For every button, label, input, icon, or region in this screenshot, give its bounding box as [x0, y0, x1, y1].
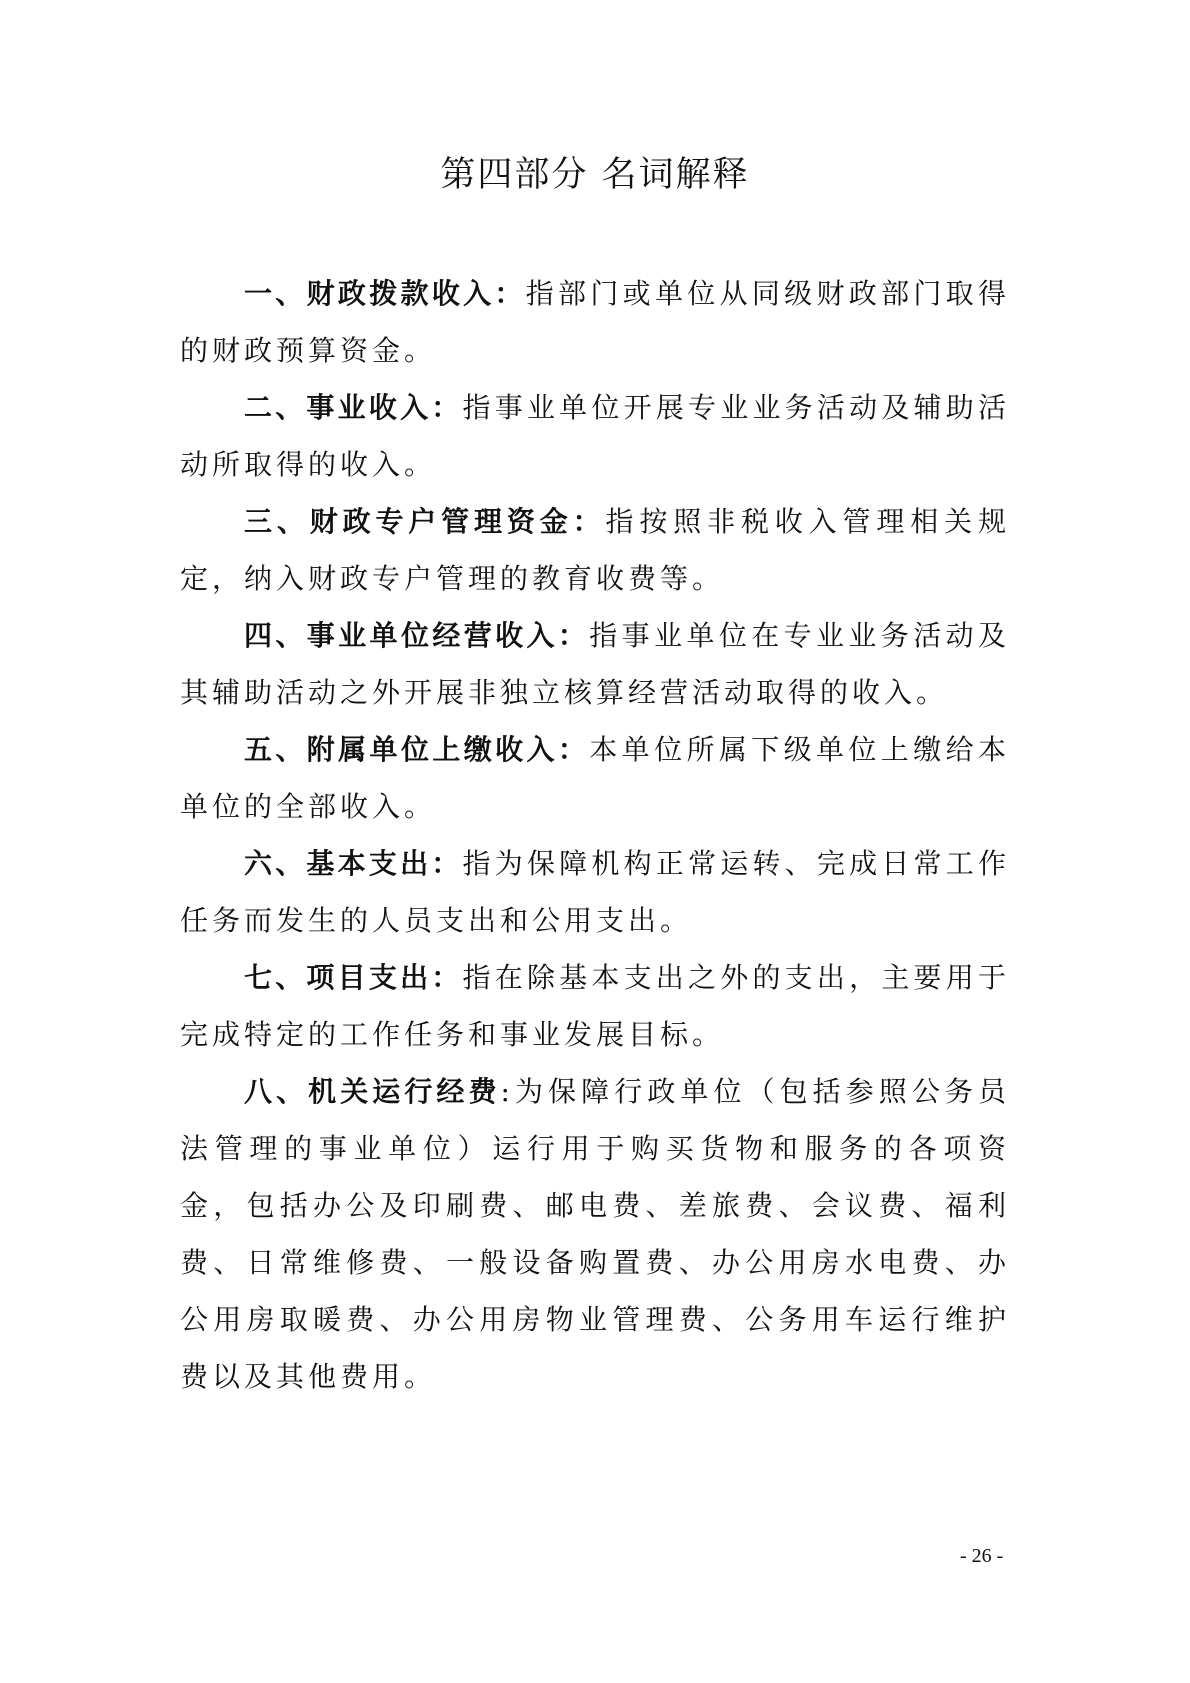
definition-term: 五、附属单位上缴收入：: [244, 733, 590, 766]
definition-paragraph: [180, 493, 1010, 607]
definition-text: :为保障行政单位（包括参照公务员法管理的事业单位）运行用于购买货物和服务的各项资金，包括办公及印刷费、邮电费、差旅费、会议费、福利费、日常维修费、一般设备购置费、办公用房水电费、办公用房取暖费、办公用房物业管理费、公务用车运行维护费以及其他费用。: [180, 1075, 1010, 1393]
definition-paragraph: [180, 835, 1010, 949]
definition-text: 指部门或单位从同级财政部门取得的财政预算资金。: [180, 277, 1010, 367]
definition-paragraph: [180, 1063, 1010, 1405]
definition-paragraph: [180, 265, 1010, 379]
definitions-list: [180, 265, 1010, 1405]
definition-term: 一、财政拨款收入：: [244, 277, 526, 310]
definition-paragraph: [180, 721, 1010, 835]
definition-term: 四、事业单位经营收入：: [244, 619, 590, 652]
definition-text: 指事业单位开展专业业务活动及辅助活动所取得的收入。: [180, 391, 1010, 481]
definition-paragraph: [180, 379, 1010, 493]
definition-term: 八、机关运行经费: [244, 1075, 501, 1108]
page-number: - 26 -: [960, 1545, 1004, 1567]
definition-text: 指按照非税收入管理相关规定，纳入财政专户管理的教育收费等。: [180, 505, 1010, 595]
page-title: 第四部分 名词解释: [440, 155, 750, 195]
definition-paragraph: [180, 607, 1010, 721]
definition-text: 本单位所属下级单位上缴给本单位的全部收入。: [180, 733, 1010, 823]
definition-paragraph: [180, 949, 1010, 1063]
definition-text: 指事业单位在专业业务活动及其辅助活动之外开展非独立核算经营活动取得的收入。: [180, 619, 1010, 709]
definition-term: 六、基本支出：: [244, 847, 463, 880]
definition-term: 二、事业收入：: [244, 391, 463, 424]
definition-text: 指为保障机构正常运转、完成日常工作任务而发生的人员支出和公用支出。: [180, 847, 1010, 937]
definition-term: 七、项目支出：: [244, 961, 463, 994]
definition-text: 指在除基本支出之外的支出，主要用于完成特定的工作任务和事业发展目标。: [180, 961, 1010, 1051]
definition-term: 三、财政专户管理资金：: [244, 505, 606, 538]
